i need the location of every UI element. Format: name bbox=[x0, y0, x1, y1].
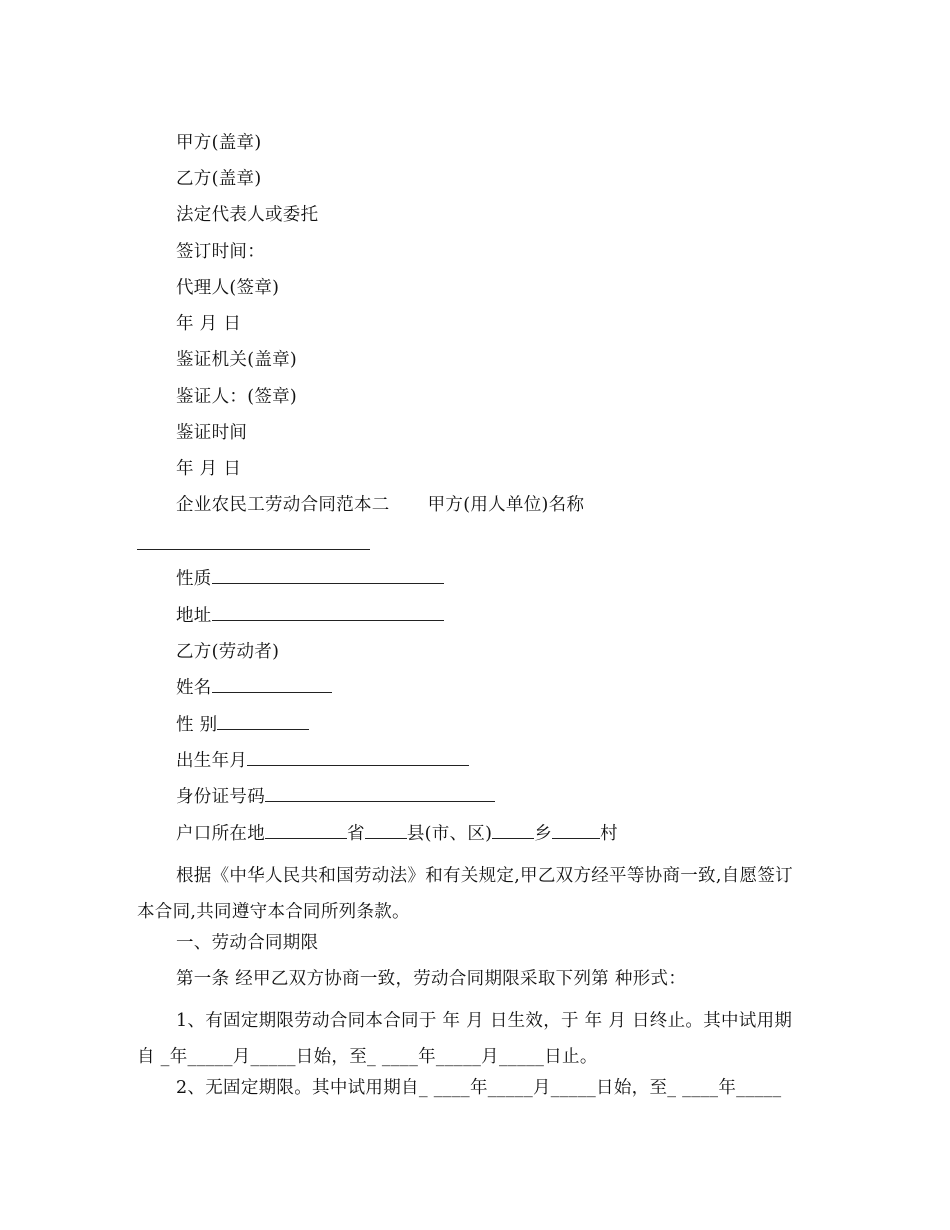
item-2-line: 2、无固定期限。其中试用期自_ ____年_____月_____日始，至_ ____年_____ bbox=[176, 1078, 782, 1098]
party-a-seal-line: 甲方(盖章) bbox=[176, 133, 262, 153]
contract-heading-line bbox=[176, 493, 584, 517]
item-1-paragraph: 1、有固定期限劳动合同本合同于 年 月 日生效，于 年 月 日终止。其中试用期自 _年_____月_____日始，至_ ____年_____月_____日止。 bbox=[137, 1011, 793, 1067]
birth-line bbox=[176, 749, 469, 773]
nature-label: 性质 bbox=[176, 569, 212, 589]
id-blank bbox=[265, 785, 495, 802]
birth-blank bbox=[247, 749, 469, 766]
id-label: 身份证号码 bbox=[176, 787, 265, 807]
hukou-village-blank bbox=[552, 822, 600, 839]
hukou-town-label: 乡 bbox=[534, 824, 553, 844]
hukou-province-label: 省 bbox=[347, 824, 365, 844]
party-a-name-label: 甲方(用人单位)名称 bbox=[427, 495, 585, 515]
address-blank bbox=[212, 604, 444, 621]
nature-line bbox=[176, 567, 444, 591]
article-1: 第一条 经甲乙双方协商一致，劳动合同期限采取下列第 种形式： bbox=[176, 969, 687, 989]
hukou-label: 户口所在地 bbox=[176, 824, 265, 844]
name-label: 姓名 bbox=[176, 678, 212, 698]
name-line bbox=[176, 676, 332, 700]
cert-org-line: 鉴证机关(盖章) bbox=[176, 350, 298, 370]
address-label: 地址 bbox=[176, 606, 212, 626]
agent-sign-line: 代理人(签章) bbox=[176, 278, 280, 298]
gender-label: 性 别 bbox=[176, 715, 218, 735]
hukou-town-blank bbox=[492, 822, 534, 839]
hukou-line bbox=[176, 822, 618, 846]
legal-rep-line: 法定代表人或委托 bbox=[176, 205, 319, 225]
name-blank bbox=[212, 676, 332, 693]
hukou-province-blank bbox=[265, 822, 347, 839]
cert-time-line: 鉴证时间 bbox=[176, 423, 248, 443]
id-line bbox=[176, 785, 495, 809]
contract-heading: 企业农民工劳动合同范本二 bbox=[176, 495, 390, 515]
party-b-seal-line: 乙方(盖章) bbox=[176, 169, 262, 189]
date-line-2: 年 月 日 bbox=[176, 459, 242, 479]
hukou-county-label: 县(市、区) bbox=[406, 824, 493, 844]
party-b-line: 乙方(劳动者) bbox=[176, 642, 280, 662]
section-1-title: 一、劳动合同期限 bbox=[176, 933, 319, 953]
address-line bbox=[176, 604, 444, 628]
gender-line bbox=[176, 713, 309, 737]
preamble-paragraph: 根据《中华人民共和国劳动法》和有关规定,甲乙双方经平等协商一致,自愿签订本合同,共同遵守本合同所列条款。 bbox=[137, 866, 793, 922]
sign-time-line: 签订时间： bbox=[176, 242, 265, 262]
party-a-name-blank bbox=[137, 549, 370, 550]
hukou-county-blank bbox=[365, 822, 407, 839]
hukou-village-label: 村 bbox=[600, 824, 618, 844]
birth-label: 出生年月 bbox=[176, 751, 248, 771]
date-line-1: 年 月 日 bbox=[176, 314, 242, 334]
cert-person-line: 鉴证人：(签章) bbox=[176, 387, 298, 407]
nature-blank bbox=[212, 567, 444, 584]
gender-blank bbox=[217, 713, 309, 730]
